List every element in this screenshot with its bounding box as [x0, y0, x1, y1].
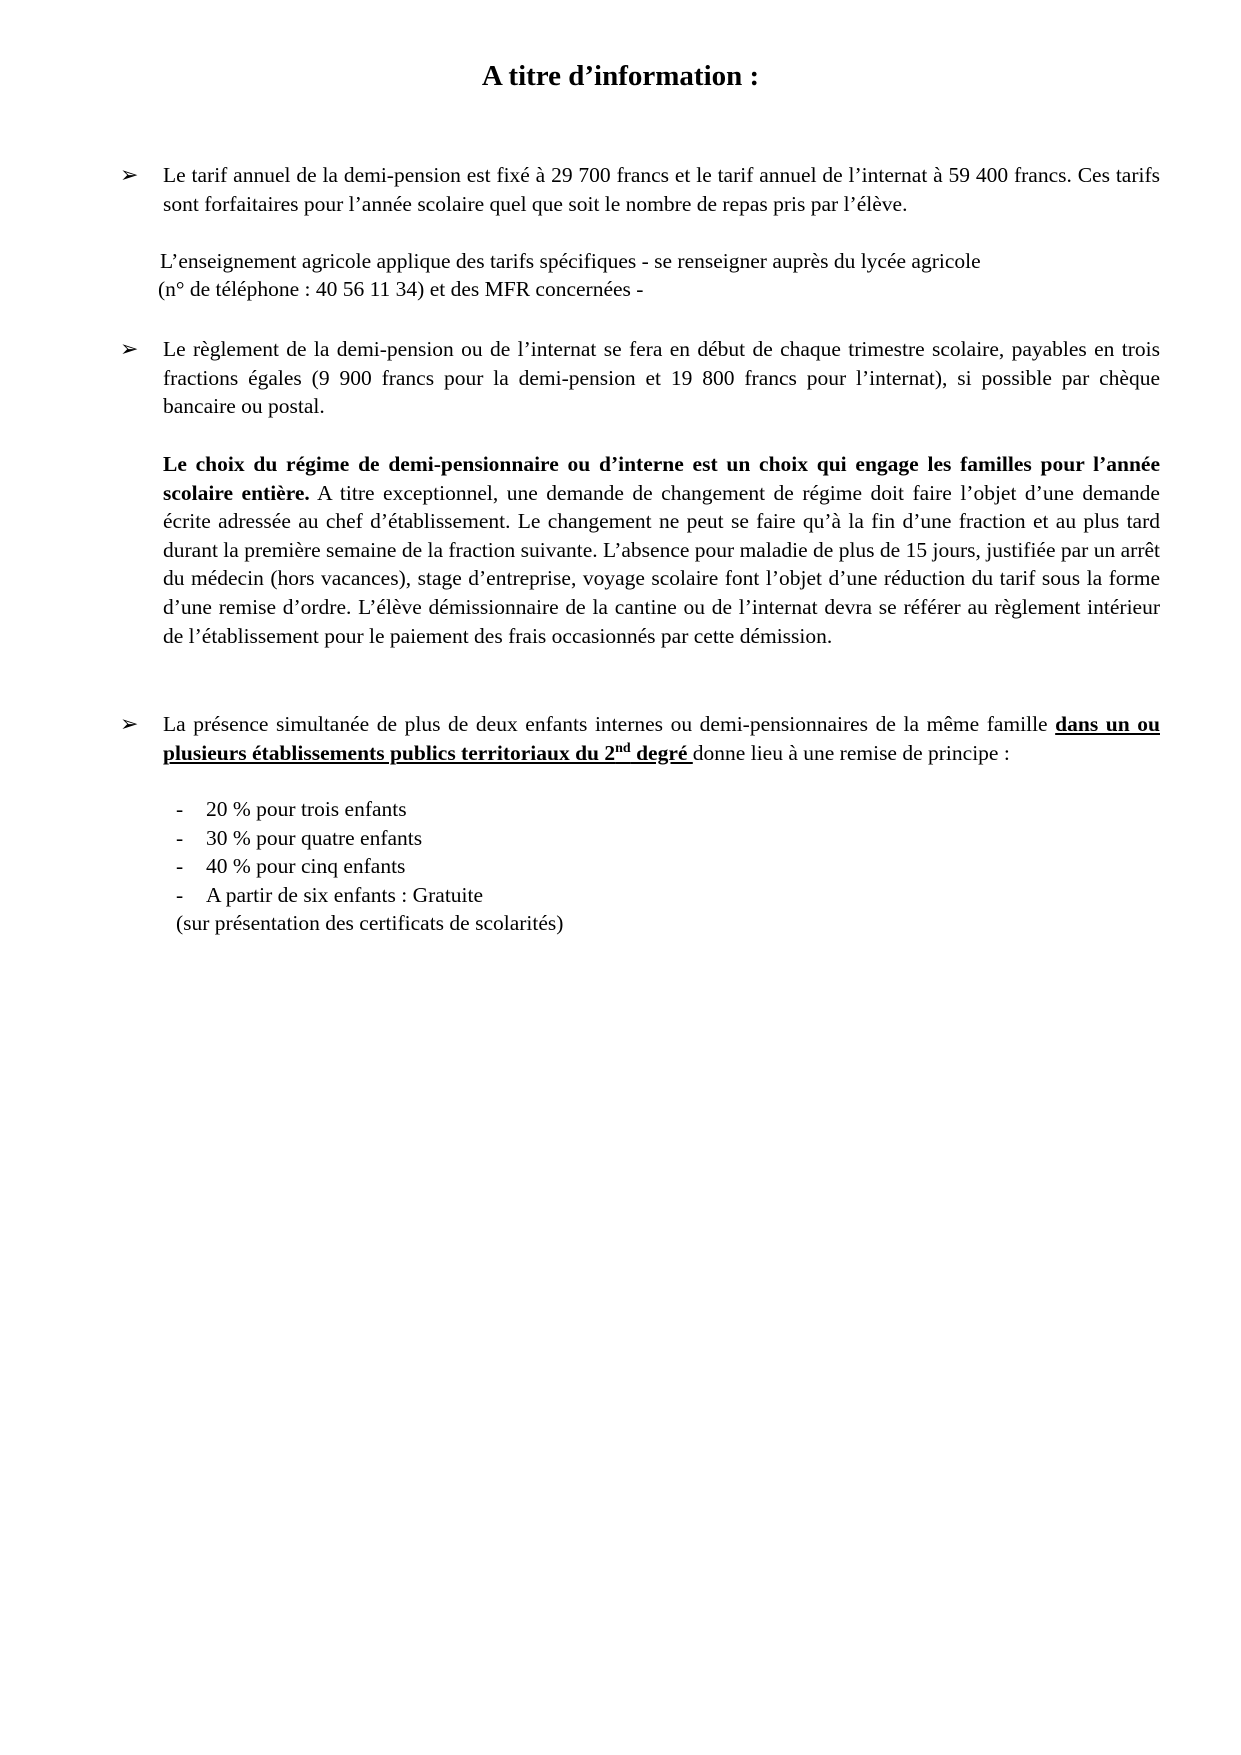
list-item	[176, 852, 483, 881]
list-item	[176, 795, 483, 824]
tariffs-paragraph: Le tarif annuel de la demi-pension est fixé à 29 700 francs et le tarif annuel de l’internat à 59 400 francs. Ces tarifs sont forfaitaires pour l’année scolaire quel que soit le nombre de repas pris par l’élève.	[163, 163, 1160, 216]
agricultural-note-line1: L’enseignement agricole applique des tarifs spécifiques - se renseigner auprès du lycée agricole	[160, 249, 981, 273]
arrowhead-bullet-icon: ➢	[120, 163, 139, 188]
siblings-underlined-after: degré	[630, 740, 693, 765]
list-item-text: 30 % pour quatre enfants	[206, 825, 423, 850]
siblings-underlined-text: dans un ou plusieurs établissements publics territoriaux du 2	[163, 712, 1160, 765]
list-item	[176, 824, 483, 853]
list-item-text: 40 % pour cinq enfants	[206, 854, 406, 879]
discount-list	[176, 795, 483, 909]
regime-choice-text: A titre exceptionnel, une demande de changement de régime doit faire l’objet d’une demande écrite adressée au chef d’établissement. Le changement ne peut se faire qu’à la fin d’une fraction et au plus tard durant la première semaine de la fraction suivante. L’absence pour maladie de plus de 15 jours, justifiée par un arrêt du médecin (hors vacances), stage d’entreprise, voyage scolaire font l’objet d’une réduction du tarif sous la forme d’une remise d’ordre. L’élève démissionnaire de la cantine ou de l’internat devra se référer au règlement intérieur de l’établissement pour le paiement des frais occasionnés par cette démission.	[163, 480, 1160, 648]
regime-choice-bold: Le choix du régime de demi-pensionnaire ou d’interne est un choix qui engage les familles pour l’année scolaire entière.	[163, 452, 1160, 505]
dash-icon: -	[176, 797, 184, 821]
dash-icon: -	[176, 825, 184, 850]
list-item-text: 20 % pour trois enfants	[206, 797, 407, 821]
siblings-text-after: donne lieu à une remise de principe :	[692, 740, 1010, 765]
ordinal-sup: nd	[615, 740, 631, 756]
siblings-paragraph	[163, 710, 1160, 767]
list-item	[176, 881, 483, 910]
dash-icon: -	[176, 882, 184, 907]
arrowhead-bullet-icon: ➢	[120, 337, 139, 362]
siblings-text-before: La présence simultanée de plus de deux enfants internes ou demi-pensionnaires de la même famille	[163, 712, 1056, 736]
closing-note: (sur présentation des certificats de scolarités)	[176, 911, 564, 935]
agricultural-note-line2: (n° de téléphone : 40 56 11 34) et des MFR concernées -	[158, 277, 644, 301]
list-item-text: A partir de six enfants : Gratuite	[206, 882, 484, 907]
page-title: A titre d’information :	[481, 60, 760, 92]
dash-icon: -	[176, 854, 184, 879]
arrowhead-bullet-icon: ➢	[120, 712, 139, 737]
payment-paragraph: Le règlement de la demi-pension ou de l’internat se fera en début de chaque trimestre scolaire, payables en trois fractions égales (9 900 francs pour la demi-pension et 19 800 francs pour l’internat), si possible par chèque bancaire ou postal.	[163, 337, 1160, 419]
regime-choice-paragraph	[163, 450, 1160, 650]
